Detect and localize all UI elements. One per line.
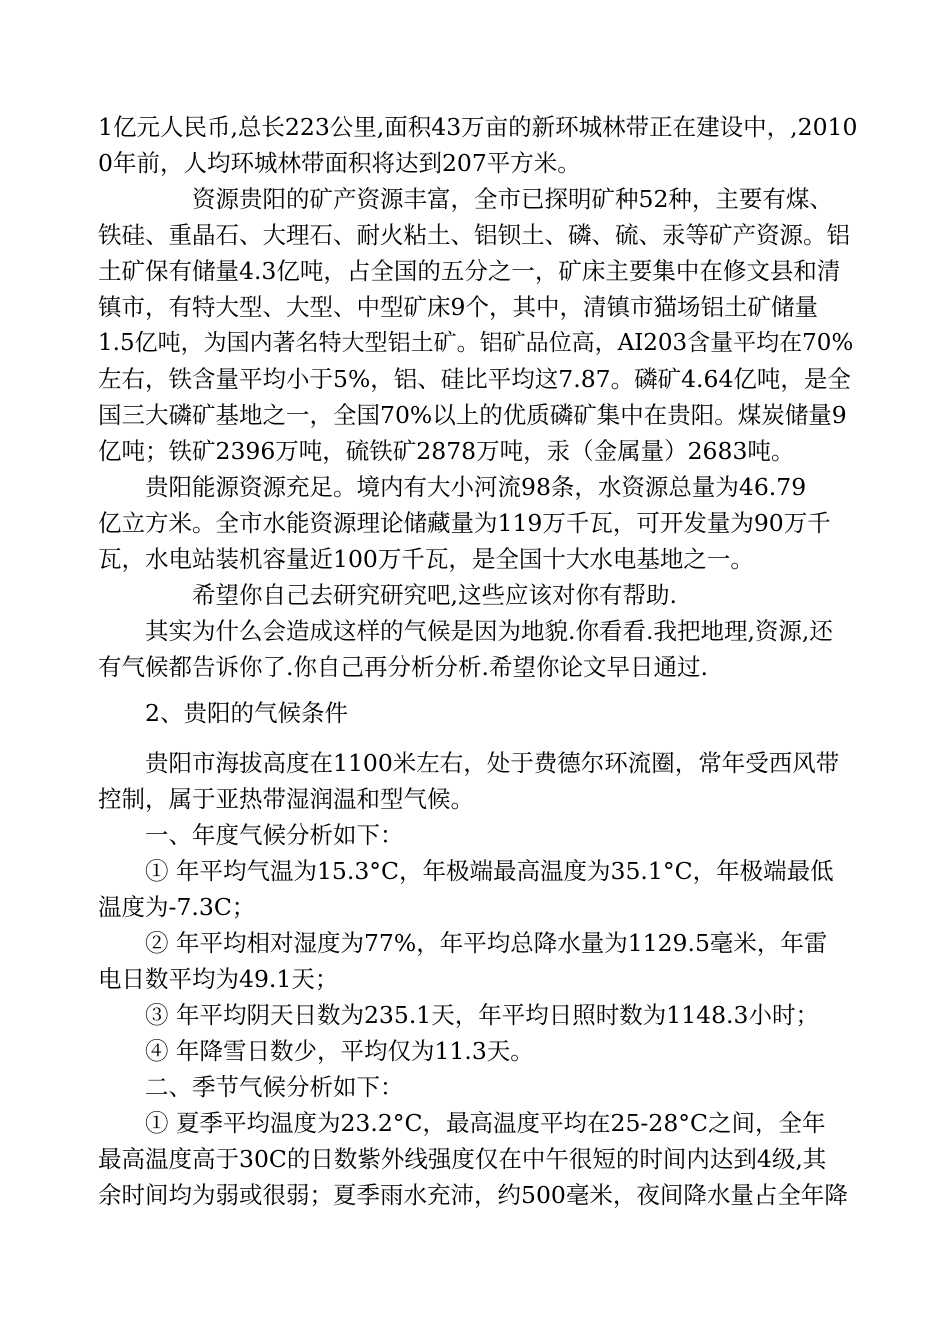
list-item: ① 夏季平均温度为23.2°C，最高温度平均在25-28°C之间，全年	[145, 1109, 826, 1137]
subsection-heading: 一、年度气候分析如下：	[145, 821, 404, 849]
text-line: 1亿元人民币,总长223公里,面积43万亩的新环城林带正在建设中，,2010	[98, 113, 858, 141]
text-line: 电日数平均为49.1天；	[98, 965, 339, 993]
text-line: 资源贵阳的矿产资源丰富，全市已探明矿种52种，主要有煤、	[192, 185, 833, 213]
text-line: 铁硅、重晶石、大理石、耐火粘土、铝钡土、磷、硫、汞等矿产资源。铝	[98, 221, 850, 249]
text-line: 控制，属于亚热带湿润温和型气候。	[98, 785, 474, 813]
list-item: ④ 年降雪日数少，平均仅为11.3天。	[145, 1037, 534, 1065]
text-line: 国三大磷矿基地之一，全国70%以上的优质磷矿集中在贵阳。煤炭储量9	[98, 401, 847, 429]
text-line: 土矿保有储量4.3亿吨，占全国的五分之一，矿床主要集中在修文县和清	[98, 257, 841, 285]
list-item: ② 年平均相对湿度为77%，年平均总降水量为1129.5毫米，年雷	[145, 929, 828, 957]
text-line: 贵阳能源资源充足。境内有大小河流98条，水资源总量为46.79	[145, 473, 807, 501]
list-item: ① 年平均气温为15.3°C，年极端最高温度为35.1°C，年极端最低	[145, 857, 834, 885]
text-line: 有气候都告诉你了.你自己再分析分析.希望你论文早日通过.	[98, 653, 708, 681]
text-line: 余时间均为弱或很弱；夏季雨水充沛，约500毫米，夜间降水量占全年降	[98, 1181, 848, 1209]
text-line: 最高温度高于30C的日数紫外线强度仅在中午很短的时间内达到4级,其	[98, 1145, 827, 1173]
text-line: 贵阳市海拔高度在1100米左右，处于费德尔环流圈，常年受西风带	[145, 749, 840, 777]
list-item: ③ 年平均阴天日数为235.1天，年平均日照时数为1148.3小时；	[145, 1001, 819, 1029]
subsection-heading: 二、季节气候分析如下：	[145, 1073, 404, 1101]
section-heading: 2、贵阳的气候条件	[145, 699, 348, 727]
text-line: 1.5亿吨，为国内著名特大型铝土矿。铝矿品位高，AI203含量平均在70%	[98, 330, 854, 356]
text-line: 亿吨；铁矿2396万吨，硫铁矿2878万吨，汞（金属量）2683吨。	[98, 437, 795, 465]
text-line: 其实为什么会造成这样的气候是因为地貌.你看看.我把地理,资源,还	[145, 617, 833, 645]
text-line: 温度为-7.3C；	[98, 893, 256, 921]
text-line: 希望你自己去研究研究吧,这些应该对你有帮助.	[192, 581, 677, 609]
text-line: 瓦，水电站装机容量近100万千瓦，是全国十大水电基地之一。	[98, 545, 754, 573]
text-line: 左右，铁含量平均小于5%，铝、硅比平均这7.87。磷矿4.64亿吨，是全	[98, 365, 851, 393]
text-line: 0年前，人均环城林带面积将达到207平方米。	[98, 149, 581, 177]
text-line: 亿立方米。全市水能资源理论储藏量为119万千瓦，可开发量为90万千	[98, 509, 831, 537]
text-line: 镇市，有特大型、大型、中型矿床9个，其中，清镇市猫场铝土矿储量	[98, 293, 818, 321]
